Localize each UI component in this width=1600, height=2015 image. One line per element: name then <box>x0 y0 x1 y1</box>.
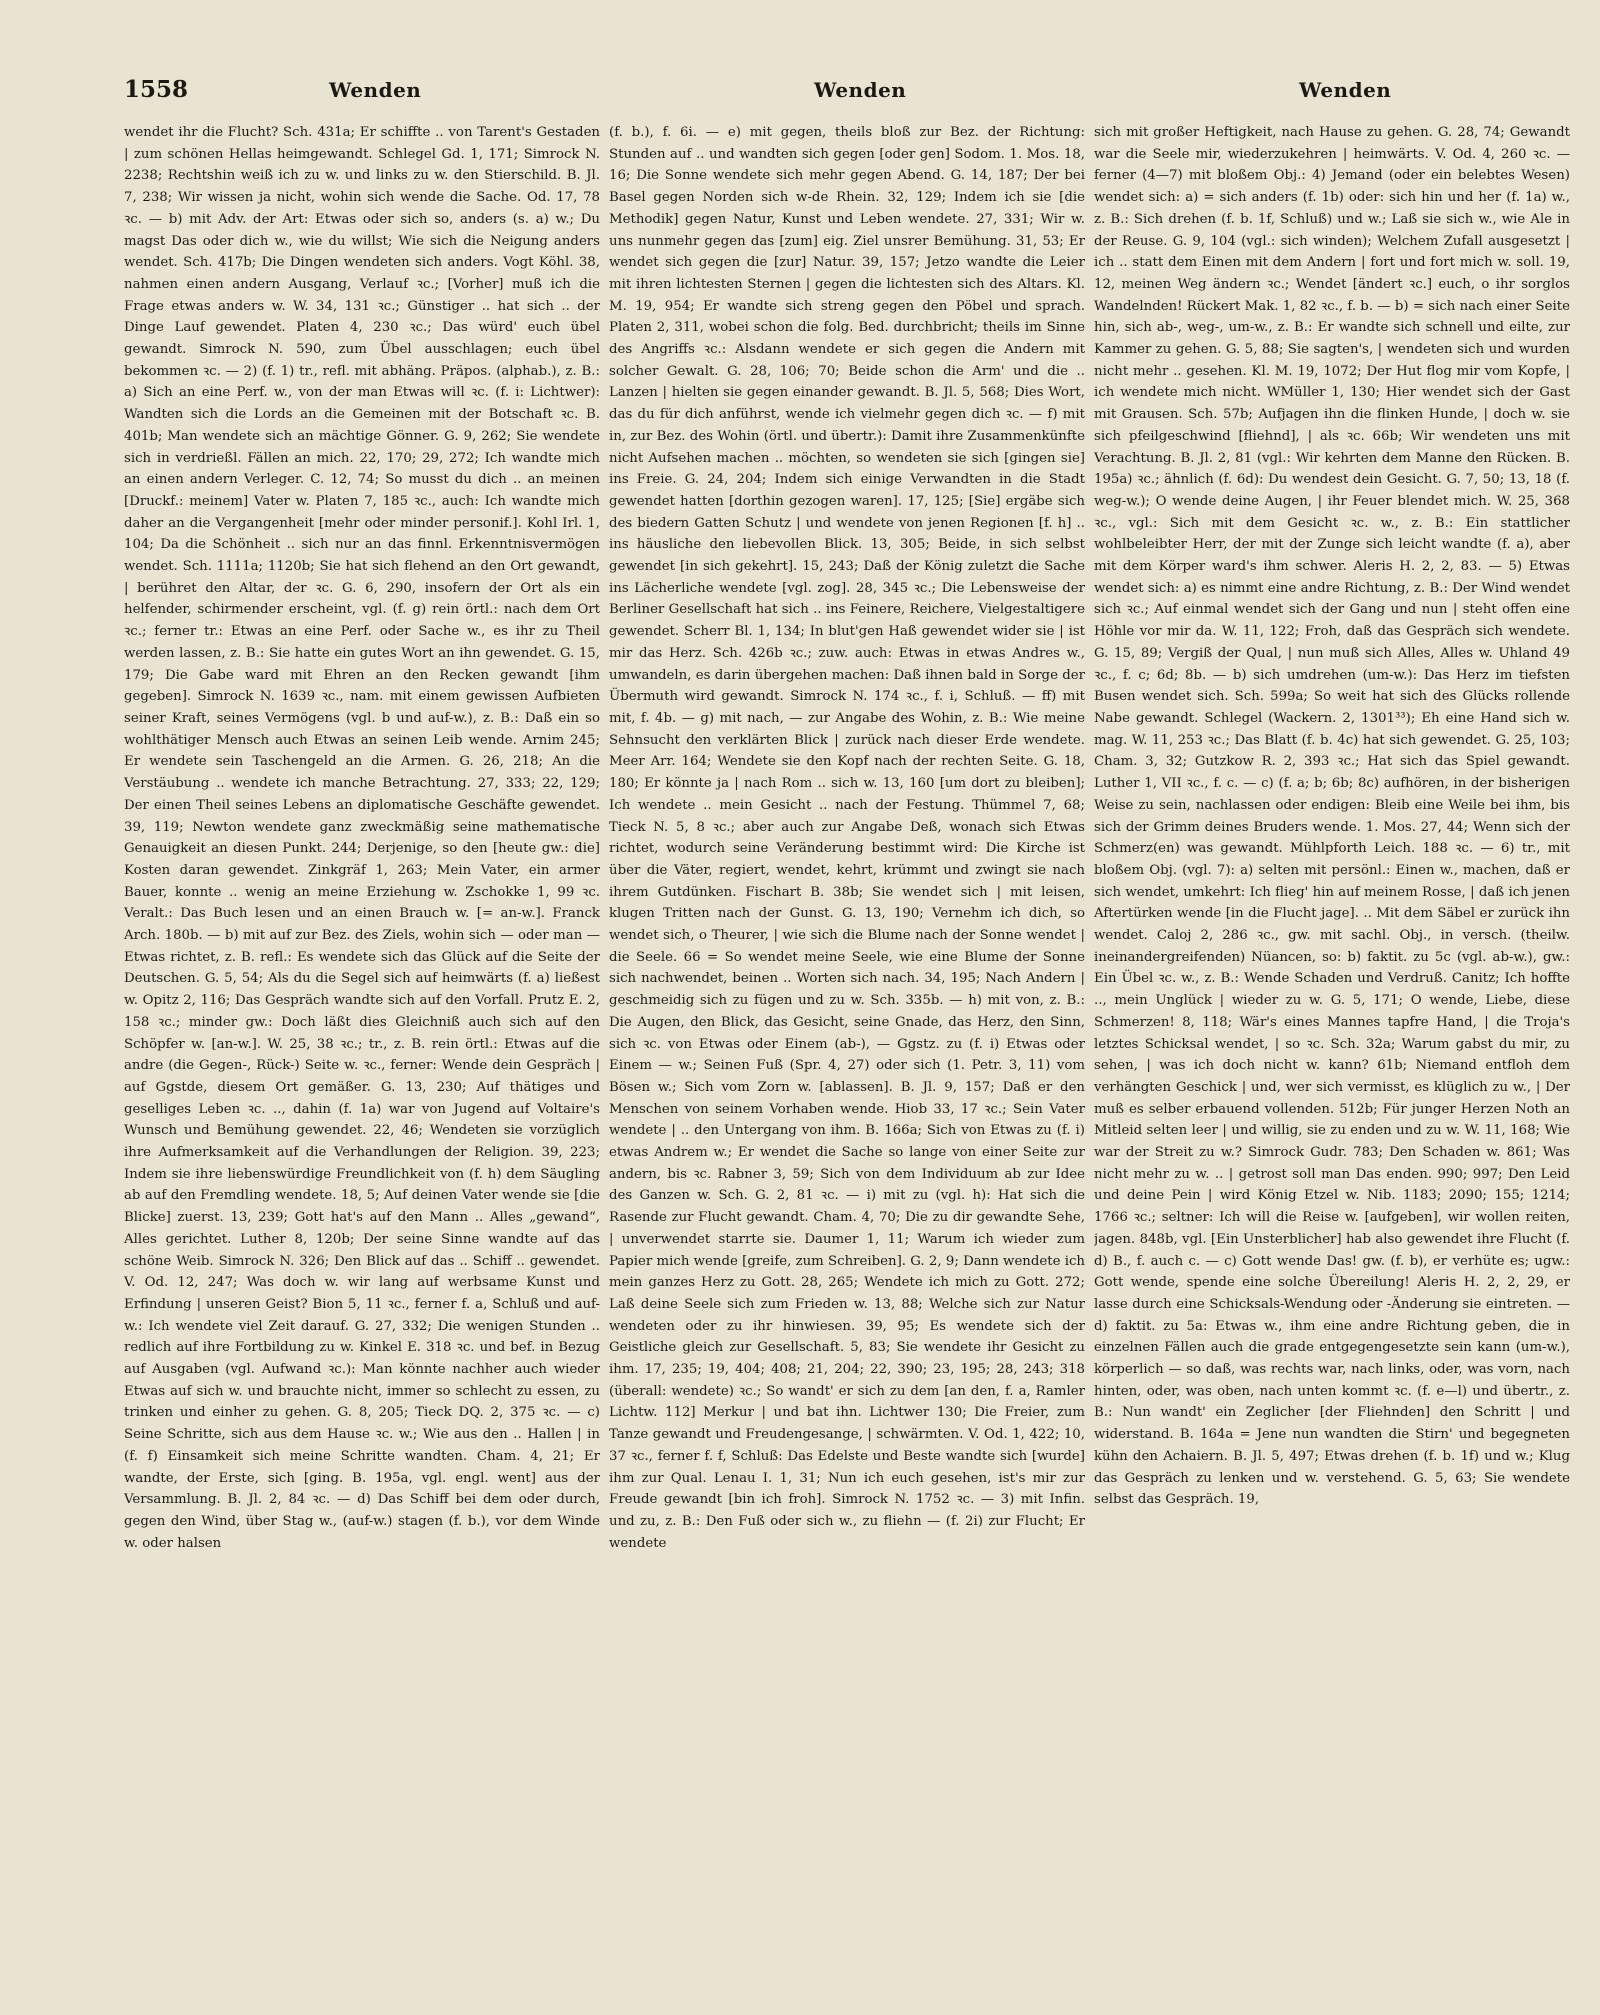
entry-text: (f. b.), f. 6i. — e) mit gegen, theils bloß zur Bez. der Richtung: Stunden auf .. und wandten sich gegen [oder gen] Sodom. 1. Mos. 18, 16; Die Sonne wendete sich mehr gegen Abend. G. 14, 187; Der bei Basel gegen Norden sich w-de Rhein. 32, 129; Indem ich sie [die Methodik] gegen Natur, Kunst und Leben wendete. 27, 331; Wir w. uns nunmehr gegen das [zum] eig. Ziel unsrer Bemühung. 31, 53; Er wendet sich gegen die [zur] Natur. 39, 157; Jetzo wandte die Leier mit ihren lichtesten Sternen | gegen die lichtesten sich des Altars. Kl. M. 19, 954; Er wandte sich streng gegen den Pöbel und sprach. Platen 2, 311, wobei schon die folg. Bed. durchbricht; theils im Sinne des Angriffs ꝛc.: Alsdann wendete er sich gegen die Andern mit solcher Gewalt. G. 28, 106; 70; Beide schon die Arm' und die .. Lanzen | hielten sie gegen einander gewandt. B. Jl. 5, 568; Dies Wort, das du für dich anführst, wende ich vielmehr gegen dich ꝛc. — f) mit in, zur Bez. des Wohin (örtl. und übertr.): Damit ihre Zusammenkünfte nicht Aufsehen machen .. möchten, so wendeten sie sich [gingen sie] ins Freie. G. 24, 204; Indem sich einige Verwandten in die Stadt gewendet hatten [dorthin gezogen waren]. 17, 125; [Sie] ergäbe sich des biedern Gatten Schutz | und wendete von jenen Regionen [f. h] .. ins häusliche den liebevollen Blick. 13, 305; Beide, in sich selbst gewendet [in sich gekehrt]. 15, 243; Daß der König zuletzt die Sache ins Lächerliche wendete [vgl. zog]. 28, 345 ꝛc.; Die Lebensweise der Berliner Gesellschaft hat sich .. ins Feinere, Reichere, Vielgestaltigere gewendet. Scherr Bl. 1, 134; In blut'gen Haß gewendet wider sie | ist mir das Herz. Sch. 426b ꝛc.; zuw. auch: Etwas in etwas Andres w., umwandeln, es darin übergehen machen: Daß ihnen bald in Sorge der Übermuth wird gewandt. Simrock N. 174 ꝛc., f. i, Schluß. — ff) mit mit, f. 4b. — g) mit nach, — zur Angabe des Wohin, z. B.: Wie meine Sehnsucht den verklärten Blick | zurück nach dieser Erde wendete. Meer Arr. 164; Wendete sie den Kopf nach der rechten Seite. G. 18, 180; Er könnte ja | nach Rom .. sich w. 13, 160 [um dort zu bleiben]; Ich wendete .. mein Gesicht .. nach der Festung. Thümmel 7, 68; Tieck N. 5, 8 ꝛc.; aber auch zur Angabe Deß, wonach sich Etwas richtet, wodurch seine Veränderung bestimmt wird: Die Kirche ist über die Väter, regiert, wendet, kehrt, krümmt und zwingt sie nach ihrem Gutdünken. Fischart B. 38b; Sie wendet sich | mit leisen, klugen Tritten nach der Gunst. G. 13, 190; Vernehm ich dich, so wendet sich, o Theurer, | wie sich die Blume nach der Sonne wendet | die Seele. 66 = So wendet meine Seele, wie eine Blume der Sonne sich nachwendet, beinen .. Worten sich nach. 34, 195; Nach Andern | geschmeidig sich zu fügen und zu w. Sch. 335b. — h) mit von, z. B.: Die Augen, den Blick, das Gesicht, seine Gnade, das Herz, den Sinn, sich ꝛc. von Etwas oder Einem (ab-), — Ggstz. zu (f. i) Etwas oder Einem — w.; Seinen Fuß (Spr. 4, 27) oder sich (1. Petr. 3, 11) vom Bösen w.; Sich vom Zorn w. [ablassen]. B. Jl. 9, 157; Daß er den Menschen von seinem Vorhaben wende. Hiob 33, 17 ꝛc.; Sein Vater wendete | .. den Untergang von ihm. B. 166a; Sich von Etwas zu (f. i) etwas Andrem w.; Er wendet die Sache so lange von einer Seite zur andern, bis ꝛc. Rabner 3, 59; Sich von dem Individuum ab zur Idee des Ganzen w. Sch. G. 2, 81 ꝛc. — i) mit zu (vgl. h): Hat sich die Rasende zur Flucht gewandt. Cham. 4, 70; Die zu dir gewandte Sehe, | unverwendet starrte sie. Daumer 1, 11; Warum ich wieder zum Papier mich wende [greife, zum Schreiben]. G. 2, 9; Dann wendete ich mein ganzes Herz zu Gott. 28, 265; Wendete ich mich zu Gott. 272; Laß deine Seele sich zum Frieden w. 13, 88; Welche sich zur Natur wendeten oder zu ihr hinwiesen. 39, 95; Es wendete sich der Geistliche gleich zur Gesellschaft. 5, 83; Sie wendete ihr Gesicht zu ihm. 17, 235; 19, 404; 408; 21, 204; 22, 390; 23, 195; 28, 243; 318 (überall: wendete) ꝛc.; So wandt' er sich zu dem [an den, f. a, Ramler Lichtw. 112] Merkur | und bat ihn. Lichtwer 130; Die Freier, zum Tanze gewandt und Freudengesange, | schwärmten. V. Od. 1, 422; 10, 37 ꝛc., ferner f. f, Schluß: Das Edelste und Beste wandte sich [wurde] ihm zur Qual. Lenau I. 1, 31; Nun ich euch gesehen, ist's mir zur Freude gewandt [bin ich froh]. Simrock N. 1752 ꝛc. — 3) mit Infin. und zu, z. B.: Den Fuß oder sich w., zu fliehn — (f. 2i) zur Flucht; Er wendete <box>609 125 1085 1551</box>
entry-text: wendet ihr die Flucht? Sch. 431a; Er schiffte .. von Tarent's Gestaden | zum schönen Hellas heimgewandt. Schlegel Gd. 1, 171; Simrock N. 2238; Rechtshin weiß ich zu w. und links zu w. den Stierschild. B. Jl. 7, 238; Wir wissen ja nicht, wohin sich wende die Sache. Od. 17, 78 ꝛc. — b) mit Adv. der Art: Etwas oder sich so, anders (s. a) w.; Du magst Das oder dich w., wie du willst; Wie sich die Neigung anders wendet. Sch. 417b; Die Dingen wendeten sich anders. Vogt Köhl. 38, nahmen einen andern Ausgang, Verlauf ꝛc.; [Vorher] muß ich die Frage etwas anders w. W. 34, 131 ꝛc.; Günstiger .. hat sich .. der Dinge Lauf gewendet. Platen 4, 230 ꝛc.; Das würd' euch übel gewandt. Simrock N. 590, zum Übel ausschlagen; euch übel bekommen ꝛc. — 2) (f. 1) tr., refl. mit abhäng. Präpos. (alphab.), z. B.: a) Sich an eine Perf. w., von der man Etwas will ꝛc. (f. i: Lichtwer): Wandten sich die Lords an die Gemeinen mit der Botschaft ꝛc. B. 401b; Man wendete sich an mächtige Gönner. G. 9, 262; Sie wendete sich in verdrießl. Fällen an mich. 22, 170; 29, 272; Ich wandte mich an einen andern Verleger. C. 12, 74; So musst du dich .. an meinen [Druckf.: meinem] Vater w. Platen 7, 185 ꝛc., auch: Ich wandte mich daher an die Vergangenheit [mehr oder minder personif.]. Kohl Irl. 1, 104; Da die Schönheit .. sich nur an das finnl. Erkenntnisvermögen wendet. Sch. 1111a; 1120b; Sie hat sich flehend an den Ort gewandt, | berühret den Altar, der ꝛc. G. 6, 290, insofern der Ort als ein helfender, schirmender erscheint, vgl. (f. g) rein örtl.: nach dem Ort ꝛc.; ferner tr.: Etwas an eine Perf. oder Sache w., es ihr zu Theil werden lassen, z. B.: Sie hatte ein gutes Wort an ihn gewendet. G. 15, 179; Die Gabe ward mit Ehren an den Recken gewandt [ihm gegeben]. Simrock N. 1639 ꝛc., nam. mit einem gewissen Aufbieten seiner Kraft, seines Vermögens (vgl. b und auf-w.), z. B.: Daß ein so wohlthätiger Mensch auch Etwas an seinen Leib wende. Arnim 245; Er wendete sein Taschengeld an die Armen. G. 26, 218; An die Verstäubung .. wendete ich manche Betrachtung. 27, 333; 22, 129; Der einen Theil seines Lebens an diplomatische Geschäfte gewendet. 39, 119; Newton wendete ganz zweckmäßig seine mathematische Genauigkeit an diesen Punkt. 244; Derjenige, so den [heute gw.: die] Kosten daran gewendet. Zinkgräf 1, 263; Mein Vater, ein armer Bauer, konnte .. wenig an meine Erziehung w. Zschokke 1, 99 ꝛc. Veralt.: Das Buch lesen und an einen Brauch w. [= an-w.]. Franck Arch. 180b. — b) mit auf zur Bez. des Ziels, wohin sich — oder man — Etwas richtet, z. B. refl.: Es wendete sich das Glück auf die Seite der Deutschen. G. 5, 54; Als du die Segel sich auf heimwärts (f. a) ließest w. Opitz 2, 116; Das Gespräch wandte sich auf den Vorfall. Prutz E. 2, 158 ꝛc.; minder gw.: Doch läßt dies Gleichniß auch sich auf den Schöpfer w. [an-w.]. W. 25, 38 ꝛc.; tr., z. B. rein örtl.: Etwas auf die andre (die Gegen-, Rück-) Seite w. ꝛc., ferner: Wende dein Gespräch | auf Ggstde, diesem Ort gemäßer. G. 13, 230; Auf thätiges und geselliges Leben ꝛc. .., dahin (f. 1a) war von Jugend auf Voltaire's Wunsch und Bemühung gewendet. 22, 46; Wendeten sie vorzüglich ihre Aufmerksamkeit auf die Verhandlungen der Religion. 39, 223; Indem sie ihre liebenswürdige Freundlichkeit von (f. h) dem Säugling ab auf den Fremdling wendete. 18, 5; Auf deinen Vater wende sie [die Blicke] zuerst. 13, 239; Gott hat's auf den Mann .. Alles „gewand“, Alles gerichtet. Luther 8, 120b; Der seine Sinne wandte auf das schöne Weib. Simrock N. 326; Den Blick auf das .. Schiff .. gewendet. V. Od. 12, 247; Was doch w. wir lang auf werbsame Kunst und Erfindung | unseren Geist? Bion 5, 11 ꝛc., ferner f. a, Schluß und auf-w.: Ich wendete viel Zeit darauf. G. 27, 332; Die wenigen Stunden .. redlich auf ihre Fortbildung zu w. Kinkel E. 318 ꝛc. und bef. in Bezug auf Ausgaben (vgl. Aufwand ꝛc.): Man könnte nachher auch wieder Etwas auf sich w. und brauchte nicht, immer so schlecht zu essen, zu trinken und einher zu gehen. G. 8, 205; Tieck DQ. 2, 375 ꝛc. — c) Seine Schritte, sich aus dem Hause ꝛc. w.; Wie aus den .. Hallen | in (f. f) Einsamkeit sich meine Schritte wandten. Cham. 4, 21; Er wandte, der Erste, sich [ging. B. 195a, vgl. engl. went] aus der Versammlung. B. Jl. 2, 84 ꝛc. — d) Das Schiff bei dem oder durch, gegen den Wind, über Stag w., (auf-w.) stagen (f. b.), vor dem Winde w. oder halsen <box>124 125 600 1551</box>
text-column-right <box>1094 122 1570 1992</box>
page-number: 1558 <box>124 76 189 103</box>
page-header <box>124 76 1564 110</box>
running-headword-right: Wenden <box>1299 78 1392 102</box>
entry-text: sich mit großer Heftigkeit, nach Hause zu gehen. G. 28, 74; Gewandt war die Seele mir, wiederzukehren | heimwärts. V. Od. 4, 260 ꝛc. — ferner (4—7) mit bloßem Obj.: 4) Jemand (oder ein belebtes Wesen) wendet sich: a) = sich anders (f. 1b) oder: sich hin und her (f. 1a) w., z. B.: Sich drehen (f. b. 1f, Schluß) und w.; Laß sie sich w., wie Ale in der Reuse. G. 9, 104 (vgl.: sich winden); Welchem Zufall ausgesetzt | ich .. statt dem Einen mit dem Andern | fort und fort mich w. soll. 19, 12, meinen Weg ändern ꝛc.; Wendet [ändert ꝛc.] euch, o ihr sorglos Wandelnden! Rückert Mak. 1, 82 ꝛc., f. b. — b) = sich nach einer Seite hin, sich ab-, weg-, um-w., z. B.: Er wandte sich schnell und eilte, zur Kammer zu gehen. G. 5, 88; Sie sagten's, | wendeten sich und wurden nicht mehr .. gesehen. Kl. M. 19, 1072; Der Hut flog mir vom Kopfe, | ich wendete mich nicht. WMüller 1, 130; Hier wendet sich der Gast mit Grausen. Sch. 57b; Aufjagen ihn die flinken Hunde, | doch w. sie sich pfeilgeschwind [fliehnd], | als ꝛc. 66b; Wir wendeten uns mit Verachtung. B. Jl. 2, 81 (vgl.: Wir kehrten dem Manne den Rücken. B. 195a) ꝛc.; ähnlich (f. 6d): Du wendest dein Gesicht. G. 7, 50; 13, 18 (f. weg-w.); O wende deine Augen, | ihr Feuer blendet mich. W. 25, 368 ꝛc., vgl.: Sich mit dem Gesicht ꝛc. w., z. B.: Ein stattlicher wohlbeleibter Herr, der mit der Zunge sich leicht wandte (f. a), aber mit dem Körper ward's ihm schwer. Aleris H. 2, 2, 83. — 5) Etwas wendet sich: a) es nimmt eine andre Richtung, z. B.: Der Wind wendet sich ꝛc.; Auf einmal wendet sich der Gang und nun | steht offen eine Höhle vor mir da. W. 11, 122; Froh, daß das Gespräch sich wendete. G. 15, 89; Vergiß der Qual, | nun muß sich Alles, Alles w. Uhland 49 ꝛc., f. c; 6d; 8b. — b) sich umdrehen (um-w.): Das Herz im tiefsten Busen wendet sich. Sch. 599a; So weit hat sich des Glücks rollende Nabe gewandt. Schlegel (Wackern. 2, 1301³³); Eh eine Hand sich w. mag. W. 11, 253 ꝛc.; Das Blatt (f. b. 4c) hat sich gewendet. G. 25, 103; Cham. 3, 32; Gutzkow R. 2, 393 ꝛc.; Hat sich das Spiel gewandt. Luther 1, VII ꝛc., f. c. — c) (f. a; b; 6b; 8c) aufhören, in der bisherigen Weise zu sein, nachlassen oder endigen: Bleib eine Weile bei ihm, bis sich der Grimm deines Bruders wende. 1. Mos. 27, 44; Wenn sich der Schmerz(en) was gewandt. Mühlpforth Leich. 188 ꝛc. — 6) tr., mit bloßem Obj. (vgl. 7): a) selten mit persönl.: Einen w., machen, daß er sich wendet, umkehrt: Ich flieg' hin auf meinem Rosse, | daß ich jenen Aftertürken wende [in die Flucht jage]. .. Mit dem Säbel er zurück ihn wendet. Caloj 2, 286 ꝛc., gw. mit sachl. Obj., in versch. (theilw. ineinandergreifenden) Nüancen, so: b) faktit. zu 5c (vgl. ab-w.), gw.: Ein Übel ꝛc. w., z. B.: Wende Schaden und Verdruß. Canitz; Ich hoffte .., mein Unglück | wieder zu w. G. 5, 171; O wende, Liebe, diese Schmerzen! 8, 118; Wär's eines Mannes tapfre Hand, | die Troja's letztes Schicksal wendet, | so ꝛc. Sch. 32a; Warum gabst du mir, zu sehen, | was ich doch nicht w. kann? 61b; Niemand entfloh dem verhängten Geschick | und, wer sich vermisst, es klüglich zu w., | Der muß es selber erbauend vollenden. 512b; Für junger Herzen Noth an Mitleid selten leer | und willig, sie zu enden und zu w. W. 11, 168; Wie war der Streit zu w.? Simrock Gudr. 783; Den Schaden w. 861; Was nicht mehr zu w. .. | getrost soll man Das enden. 990; 997; Den Leid und deine Pein | wird König Etzel w. Nib. 1183; 2090; 155; 1214; 1766 ꝛc.; seltner: Ich will die Reise w. [aufgeben], wir wollen reiten, jagen. 848b, vgl. [Ein Unsterblicher] hab also gewendet ihre Flucht (f. d) B., f. auch c. — c) Gott wende Das! gw. (f. b), er verhüte es; ugw.: Gott wende, spende eine solche Übereilung! Aleris H. 2, 2, 29, er lasse durch eine Schicksals-Wendung oder -Änderung sie eintreten. — d) faktit. zu 5a: Etwas w., ihm eine andre Richtung geben, die in einzelnen Fällen auch die grade entgegengesetzte sein kann (um-w.), körperlich — so daß, was rechts war, nach links, oder, was vorn, nach hinten, oder, was oben, nach unten kommt ꝛc. (f. e—l) und übertr., z. B.: Nun wandt' ein Zeglicher [der Fliehnden] den Schritt | und widerstand. B. 164a = Jene nun wandten die Stirn' und begegneten kühn den Achaiern. B. Jl. 5, 497; Etwas drehen (f. b. 1f) und w.; Klug das Gespräch zu lenken und w. verstehend. G. 5, 63; Sie wendete selbst das Gespräch. 19, <box>1094 125 1570 1508</box>
text-column-center <box>609 122 1085 1992</box>
running-headword-center: Wenden <box>814 78 907 102</box>
text-column-left <box>124 122 600 1992</box>
running-headword-left: Wenden <box>329 78 422 102</box>
